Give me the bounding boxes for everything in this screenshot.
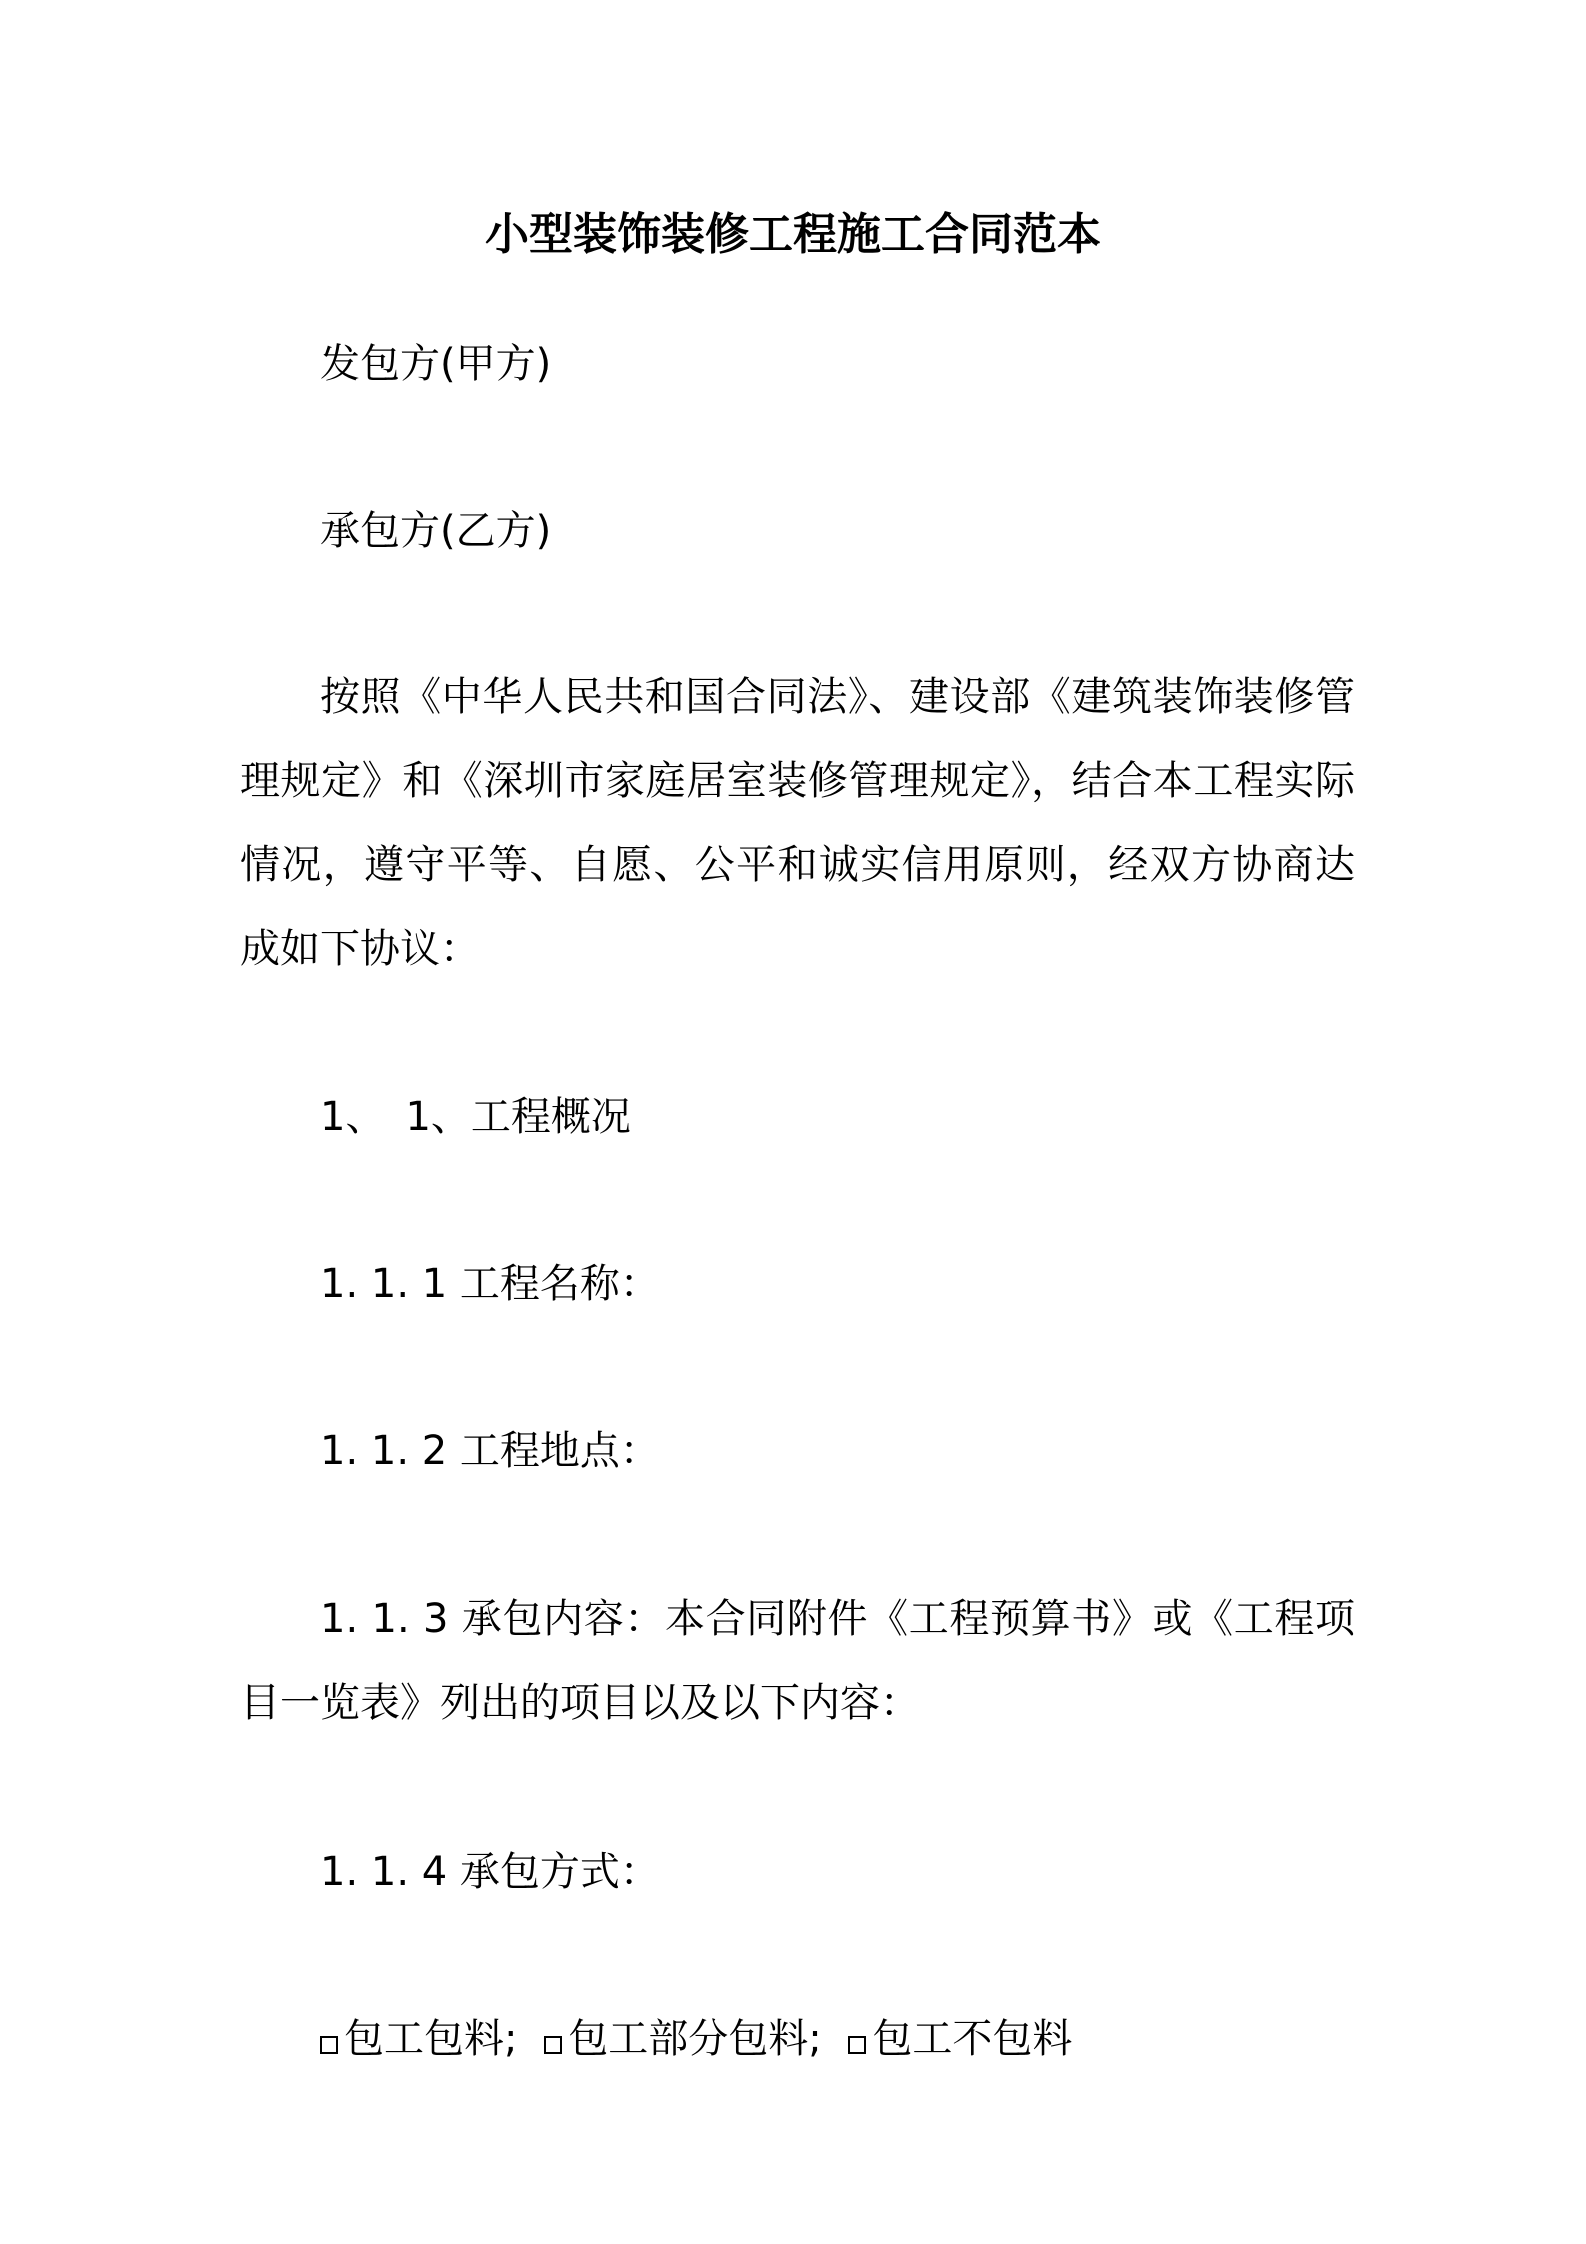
item-1-1-2: 1. 1. 2 工程地点： bbox=[320, 1428, 660, 1474]
option-labor-partial-materials[interactable]: 包工部分包料; bbox=[544, 2009, 821, 2069]
document-title: 小型装饰装修工程施工合同范本 bbox=[485, 209, 1101, 260]
item-1-1-3: 1. 1. 3 承包内容：本合同附件《工程预算书》或《工程项目一览表》列出的项目以及以下内容： bbox=[240, 1596, 1355, 1726]
contract-mode-options bbox=[320, 2009, 1072, 2069]
checkbox-icon[interactable] bbox=[544, 2036, 562, 2054]
section-1-heading: 1、 1、工程概况 bbox=[320, 1094, 631, 1140]
preamble-paragraph: 按照《中华人民共和国合同法》、建设部《建筑装饰装修管理规定》和《深圳市家庭居室装修管理规定》，结合本工程实际情况，遵守平等、自愿、公平和诚实信用原则，经双方协商达成如下协议： bbox=[240, 674, 1355, 972]
party-a-label: 发包方(甲方) bbox=[320, 341, 552, 387]
item-1-1-4: 1. 1. 4 承包方式： bbox=[320, 1849, 660, 1895]
checkbox-icon[interactable] bbox=[320, 2036, 338, 2054]
item-1-1-1: 1. 1. 1 工程名称： bbox=[320, 1261, 660, 1307]
checkbox-icon[interactable] bbox=[848, 2036, 866, 2054]
option-labor-only[interactable]: 包工不包料 bbox=[848, 2009, 1072, 2069]
option-labor-and-materials[interactable]: 包工包料; bbox=[320, 2009, 517, 2069]
party-b-label: 承包方(乙方) bbox=[320, 508, 552, 554]
